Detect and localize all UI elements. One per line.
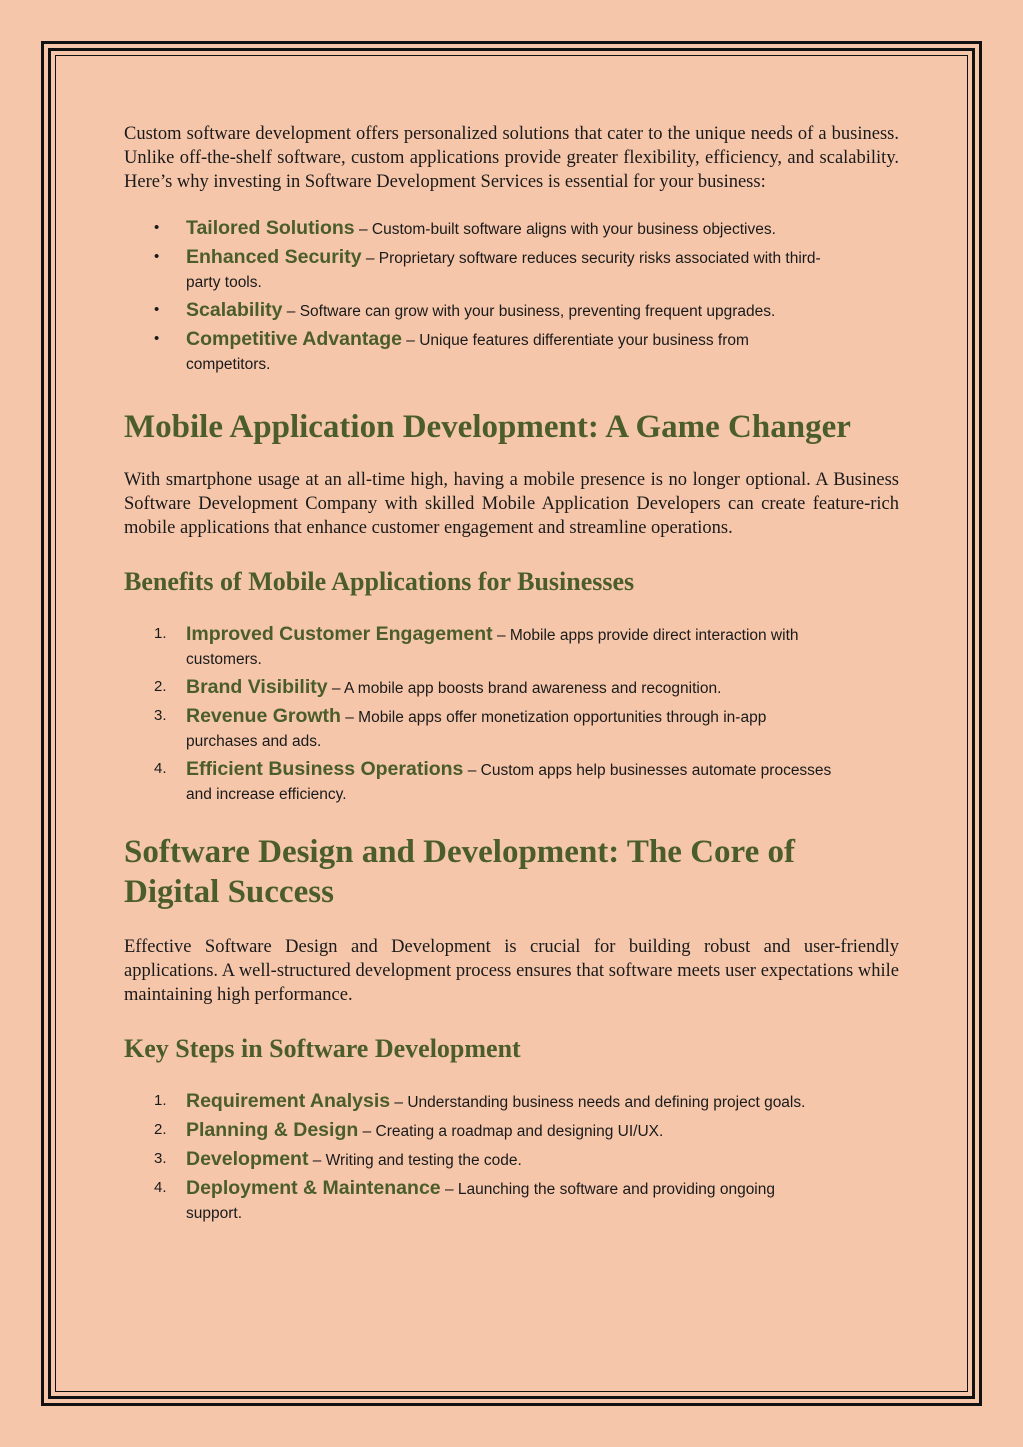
- list-item-term: Requirement Analysis: [186, 1090, 391, 1112]
- list-item-term: Development: [186, 1148, 309, 1170]
- list-item: [124, 622, 899, 675]
- bullet-marker: •: [154, 330, 160, 347]
- list-item-desc: – Launching the software and providing ongoing: [440, 1181, 775, 1198]
- list-number: 1.: [154, 625, 167, 642]
- mobile-benefits-list: [124, 622, 899, 810]
- list-item: [124, 245, 899, 298]
- bullet-marker: •: [154, 248, 160, 265]
- design-section-heading: [124, 832, 899, 912]
- key-steps-subheading: Key Steps in Software Development: [124, 1034, 521, 1063]
- design-heading-line-1: Software Design and Development: The Core of: [124, 834, 795, 870]
- design-section-paragraph: Effective Software Design and Development is crucial for building robust and user-friendly applications. A well-structured development process ensures that software meets user expectations while maintaining high performance.: [124, 937, 899, 1005]
- document-body: [124, 122, 899, 1229]
- list-item-desc-continued: support.: [186, 1205, 243, 1222]
- list-item-desc-continued: customers.: [186, 651, 262, 668]
- list-item-desc-continued: purchases and ads.: [186, 733, 322, 750]
- list-item-desc: – Mobile apps provide direct interaction with: [492, 627, 799, 644]
- list-number: 4.: [154, 760, 167, 777]
- mobile-benefits-subheading: Benefits of Mobile Applications for Businesses: [124, 567, 635, 596]
- list-number: 2.: [154, 678, 167, 695]
- list-number: 2.: [154, 1121, 167, 1138]
- list-item: [124, 1118, 899, 1147]
- key-steps-list: [124, 1089, 899, 1229]
- list-item-term: Enhanced Security: [186, 246, 362, 268]
- list-item: [124, 704, 899, 757]
- list-item-term: Improved Customer Engagement: [186, 623, 493, 645]
- list-item-desc: – Understanding business needs and defining project goals.: [390, 1094, 806, 1111]
- list-item-desc-continued: competitors.: [186, 356, 271, 373]
- list-item-desc-continued: party tools.: [186, 274, 262, 291]
- bullet-marker: •: [154, 301, 160, 318]
- list-number: 1.: [154, 1092, 167, 1109]
- list-item: [124, 757, 899, 810]
- list-item-term: Efficient Business Operations: [186, 758, 464, 780]
- mobile-section-heading: Mobile Application Development: A Game Changer: [124, 409, 851, 445]
- list-item-desc: – Unique features differentiate your business from: [402, 332, 749, 349]
- list-number: 3.: [154, 1150, 167, 1167]
- list-item: [124, 1089, 899, 1118]
- list-item-desc-continued: and increase efficiency.: [186, 786, 347, 803]
- design-heading-line-2: Digital Success: [124, 874, 334, 910]
- list-item: [124, 675, 899, 704]
- list-item-desc: – Software can grow with your business, preventing frequent upgrades.: [282, 303, 776, 320]
- list-item-term: Planning & Design: [186, 1119, 359, 1141]
- bullet-marker: •: [154, 219, 160, 236]
- list-item-term: Tailored Solutions: [186, 217, 355, 239]
- list-item-desc: – Proprietary software reduces security risks associated with third-: [361, 250, 821, 267]
- list-item: [124, 298, 899, 327]
- list-item-desc: – A mobile app boosts brand awareness and recognition.: [327, 680, 722, 697]
- list-item-term: Competitive Advantage: [186, 328, 402, 350]
- list-item-term: Revenue Growth: [186, 705, 341, 727]
- list-item: [124, 216, 899, 245]
- list-item-term: Scalability: [186, 299, 283, 321]
- mobile-section-paragraph: With smartphone usage at an all-time high, having a mobile presence is no longer optional. A Business Software Development Company with skilled Mobile Application Developers can create feature-rich mobile applications that enhance customer engagement and streamline operations.: [124, 470, 899, 538]
- custom-benefits-list: [124, 216, 899, 380]
- list-item-desc: – Writing and testing the code.: [308, 1152, 522, 1169]
- list-item-desc: – Creating a roadmap and designing UI/UX.: [358, 1123, 664, 1140]
- intro-paragraph: Custom software development offers personalized solutions that cater to the unique needs of a business. Unlike off-the-shelf software, custom applications provide greater flexibility, efficiency, and scalability. Here’s why investing in Software Development Services is essential for your business:: [124, 124, 899, 192]
- list-item: [124, 327, 899, 380]
- list-item-desc: – Mobile apps offer monetization opportunities through in-app: [340, 709, 767, 726]
- list-item-desc: – Custom-built software aligns with your business objectives.: [354, 221, 776, 238]
- list-item: [124, 1176, 899, 1229]
- list-item-term: Deployment & Maintenance: [186, 1177, 441, 1199]
- list-item-desc: – Custom apps help businesses automate processes: [463, 762, 832, 779]
- list-item: [124, 1147, 899, 1176]
- list-number: 3.: [154, 707, 167, 724]
- list-item-term: Brand Visibility: [186, 676, 328, 698]
- list-number: 4.: [154, 1179, 167, 1196]
